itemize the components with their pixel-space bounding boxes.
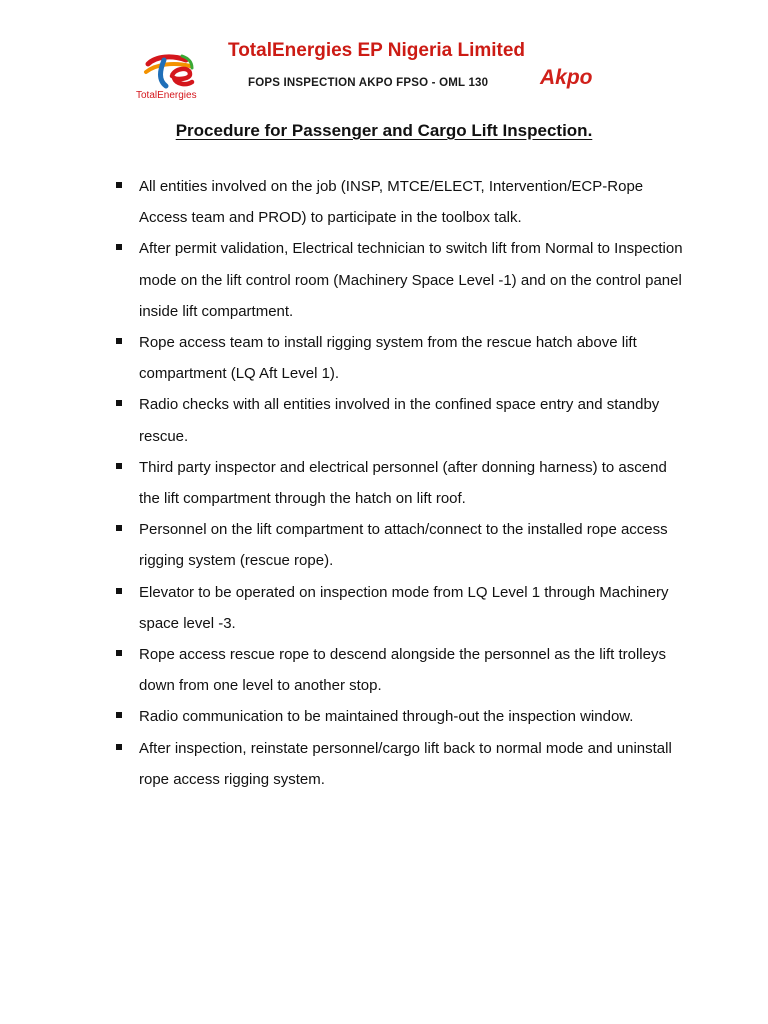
procedure-step-text: Rope access team to install rigging system from the rescue hatch above lift compartment (LQ Aft Level 1).: [139, 334, 637, 383]
procedure-step: [116, 514, 688, 576]
procedure-step: [116, 577, 688, 639]
procedure-step-text: Radio checks with all entities involved in the confined space entry and standby rescue.: [139, 396, 660, 445]
procedure-step: [116, 452, 688, 514]
square-bullet-icon: [116, 182, 122, 188]
procedure-step-text: All entities involved on the job (INSP, MTCE/ELECT, Intervention/ECP-Rope Access team and PROD) to participate in the toolbox talk.: [139, 178, 644, 227]
square-bullet-icon: [116, 463, 122, 469]
procedure-step-text: Third party inspector and electrical personnel (after donning harness) to ascend the lift compartment through the hatch on lift roof.: [139, 458, 667, 508]
procedure-steps-list: [116, 171, 688, 795]
procedure-step: [116, 233, 688, 327]
procedure-step: [116, 171, 688, 233]
square-bullet-icon: [116, 712, 122, 718]
akpo-logo: Akpo: [540, 66, 593, 89]
procedure-step-text: Personnel on the lift compartment to attach/connect to the installed rope access rigging system (rescue rope).: [139, 521, 668, 570]
procedure-step-text: Elevator to be operated on inspection mode from LQ Level 1 through Machinery space level -3.: [139, 583, 669, 632]
procedure-step: [116, 733, 688, 795]
procedure-step: [116, 389, 688, 451]
square-bullet-icon: [116, 338, 122, 344]
logo-text: TotalEnergies: [136, 90, 197, 101]
totalenergies-logo-icon: [136, 52, 208, 104]
square-bullet-icon: [116, 525, 122, 531]
square-bullet-icon: [116, 650, 122, 656]
square-bullet-icon: [116, 244, 122, 250]
procedure-step-text: Rope access rescue rope to descend alongside the personnel as the lift trolleys down from one level to another stop.: [139, 646, 666, 695]
totalenergies-logo-mark: [142, 52, 198, 90]
inspection-subtitle: FOPS INSPECTION AKPO FPSO - OML 130: [248, 77, 489, 89]
procedure-step-text: After inspection, reinstate personnel/cargo lift back to normal mode and uninstall rope access rigging system.: [139, 739, 672, 788]
procedure-step-text: After permit validation, Electrical technician to switch lift from Normal to Inspection mode on the lift control room (Machinery Space Level -1) and on the control panel inside lift compartment.: [139, 240, 683, 320]
document-header: [0, 0, 768, 110]
procedure-step-text: Radio communication to be maintained through-out the inspection window.: [139, 708, 634, 726]
company-name: TotalEnergies EP Nigeria Limited: [228, 40, 526, 61]
square-bullet-icon: [116, 744, 122, 750]
square-bullet-icon: [116, 588, 122, 594]
procedure-step: [116, 701, 688, 732]
square-bullet-icon: [116, 400, 122, 406]
document-title: Procedure for Passenger and Cargo Lift Inspection.: [175, 121, 593, 140]
procedure-step: [116, 327, 688, 389]
procedure-step: [116, 639, 688, 701]
